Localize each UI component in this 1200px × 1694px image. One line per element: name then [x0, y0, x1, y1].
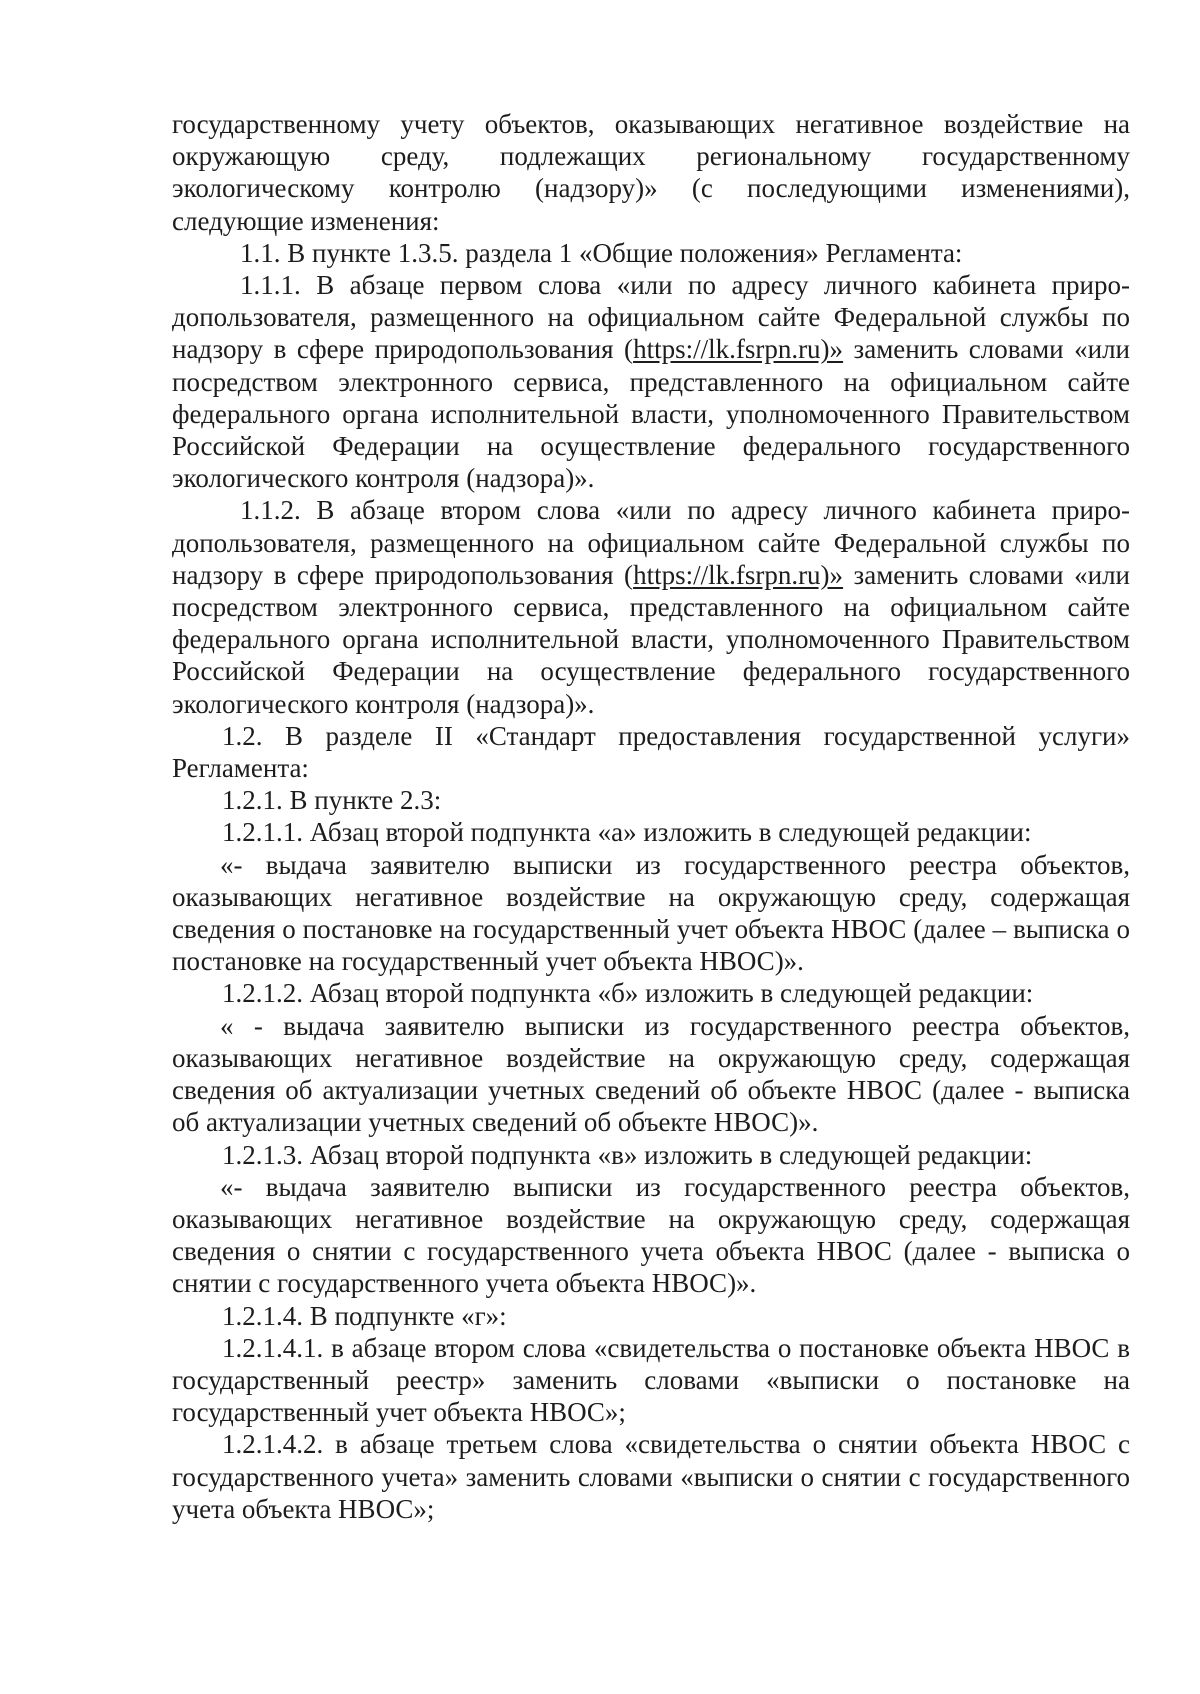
paragraph-1-1-2 [172, 494, 1130, 719]
quote-paragraph-a: «- выдача заявителю выписки из государственного реестра объектов, оказывающих негативное воздействие на окружающую среду, содержащая сведения о постановке на государственный учет объекта НВОС (далее – выписка о постановке на государственный учет объекта НВОС)». [172, 849, 1130, 977]
paragraph-1-1-1 [172, 269, 1130, 494]
paragraph-1-1: 1.1. В пункте 1.3.5. раздела 1 «Общие положения» Регламента: [240, 237, 963, 268]
fsrpn-link[interactable]: https://lk.fsrpn.ru)» [633, 334, 844, 365]
paragraph-1-1-2-text-a: 1.1.2. В абзаце втором слова «или по адресу личного кабинета природопользователя, размещенного на официальном сайте Федеральной службы по надзору в сфере природопользования ( [172, 495, 1130, 590]
paragraph-1-2: 1.2. В разделе II «Стандарт предоставления государственной услуги» Регламента: [172, 720, 1130, 784]
paragraph-1-2-1-4-1: 1.2.1.4.1. в абзаце втором слова «свидетельства о постановке объекта НВОС в государственный реестр» заменить словами «выписки о постановке на государственный учет объекта НВОС»; [172, 1332, 1130, 1428]
paragraph-1-1-1-text-a: 1.1.1. В абзаце первом слова «или по адресу личного кабинета природопользователя, размещенного на официальном сайте Федеральной службы по надзору в сфере природопользования ( [172, 270, 1130, 365]
paragraph-1-2-1-4: 1.2.1.4. В подпункте «г»: [222, 1300, 507, 1331]
quote-paragraph-b: « - выдача заявителю выписки из государственного реестра объектов, оказывающих негативное воздействие на окружающую среду, содержащая сведения об актуализации учетных сведений об объекте НВОС (далее - выписка об актуализации учетных сведений об объекте НВОС)». [172, 1010, 1130, 1138]
paragraph-continuation: государственному учету объектов, оказывающих негативное воздействие на окружающую среду, подлежащих региональному государственному экологическому контролю (надзору)» (с последующими изменениями), следующие изменения: [172, 109, 1130, 236]
paragraph-1-2-1: 1.2.1. В пункте 2.3: [222, 785, 442, 816]
paragraph-1-1-2-text-b: заменить словами «или посредством электронного сервиса, представленного на официальном сайте федерального органа исполнительной власти, уполномоченного Правительством Российской Федерации на осуществление федерального государственного экологического контроля (надзора)». [172, 559, 1130, 719]
fsrpn-link[interactable]: https://lk.fsrpn.ru)» [633, 559, 844, 590]
paragraph-1-2-1-1: 1.2.1.1. Абзац второй подпункта «а» изложить в следующей редакции: [222, 817, 1032, 848]
paragraph-1-2-1-2: 1.2.1.2. Абзац второй подпункта «б» изложить в следующей редакции: [222, 978, 1034, 1009]
paragraph-1-2-1-4-2: 1.2.1.4.2. в абзаце третьем слова «свидетельства о снятии объекта НВОС с государственного учета» заменить словами «выписки о снятии с государственного учета объекта НВОС»; [172, 1429, 1130, 1524]
quote-paragraph-c: «- выдача заявителю выписки из государственного реестра объектов, оказывающих негативное воздействие на окружающую среду, содержащая сведения о снятии с государственного учета объекта НВОС (далее - выписка о снятии с государственного учета объекта НВОС)». [172, 1171, 1130, 1299]
document-page [172, 108, 1130, 1525]
paragraph-1-1-1-text-b: заменить словами «или посредством электронного сервиса, представленного на официальном сайте федерального органа исполнительной власти, уполномоченного Правительством Российской Федерации на осуществление федерального государственного экологического контроля (надзора)». [172, 334, 1130, 494]
paragraph-1-2-1-3: 1.2.1.3. Абзац второй подпункта «в» изложить в следующей редакции: [222, 1139, 1033, 1170]
